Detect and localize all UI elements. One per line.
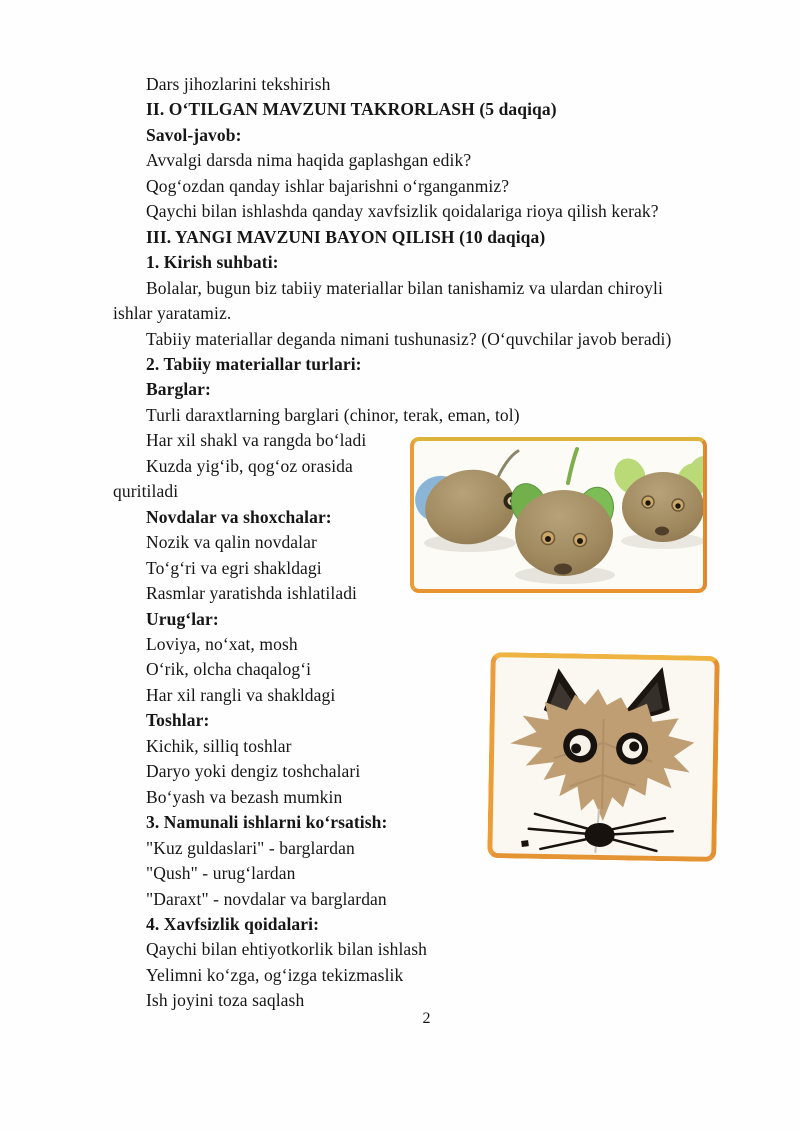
- text-line: Avvalgi darsda nima haqida gaplashgan edik?: [146, 150, 472, 171]
- text-line: Urug‘lar:: [146, 608, 219, 629]
- fox-illustration: [492, 657, 714, 857]
- text-line: 3. Namunali ishlarni ko‘rsatish:: [146, 812, 388, 833]
- text-line: Daryo yoki dengiz toshchalari: [146, 761, 361, 782]
- fox-craft-image: [487, 652, 720, 862]
- text-line: Bo‘yash va bezash mumkin: [146, 786, 343, 807]
- mice-craft-image: [410, 437, 707, 593]
- text-line: Barglar:: [146, 379, 211, 400]
- text-line: Dars jihozlarini tekshirish: [146, 74, 331, 94]
- text-line: Ish joyini toza saqlash: [146, 990, 305, 1011]
- text-line: quritiladi: [113, 481, 179, 502]
- text-line: 1. Kirish suhbati:: [146, 252, 279, 273]
- text-line: Har xil rangli va shakldagi: [146, 684, 336, 705]
- text-line: Tabiiy materiallar deganda nimani tushunasiz? (O‘quvchilar javob beradi): [146, 328, 672, 349]
- page-number: 2: [422, 1010, 431, 1027]
- text-line: Turli daraxtlarning barglari (chinor, terak, eman, tol): [146, 404, 520, 425]
- text-line: Yelimni ko‘zga, og‘izga tekizmaslik: [146, 964, 404, 985]
- text-line: Qog‘ozdan qanday ishlar bajarishni o‘rganganmiz?: [146, 175, 510, 196]
- text-line: To‘g‘ri va egri shakldagi: [146, 557, 322, 578]
- text-line: Toshlar:: [146, 710, 210, 731]
- text-line: "Qush" - urug‘lardan: [146, 863, 296, 884]
- text-line: O‘rik, olcha chaqalog‘i: [146, 659, 312, 680]
- text-line: Har xil shakl va rangda bo‘ladi: [146, 430, 367, 451]
- text-line: Rasmlar yaratishda ishlatiladi: [146, 583, 358, 604]
- text-line: III. YANGI MAVZUNI BAYON QILISH (10 daqiqa): [146, 226, 546, 247]
- text-line: Kuzda yig‘ib, qog‘oz orasida: [146, 455, 353, 476]
- text-line: Loviya, no‘xat, mosh: [146, 633, 298, 654]
- text-line: II. O‘TILGAN MAVZUNI TAKRORLASH (5 daqiqa): [146, 99, 557, 120]
- text-line: Savol-javob:: [146, 124, 242, 145]
- text-line: Qaychi bilan ehtiyotkorlik bilan ishlash: [146, 939, 428, 960]
- text-line: Qaychi bilan ishlashda qanday xavfsizlik qoidalariga rioya qilish kerak?: [146, 201, 659, 222]
- text-line: Novdalar va shoxchalar:: [146, 506, 332, 527]
- text-line: "Kuz guldaslari" - barglardan: [146, 837, 355, 858]
- text-line: Kichik, silliq toshlar: [146, 735, 292, 756]
- text-line: Nozik va qalin novdalar: [146, 532, 317, 553]
- text-line: 4. Xavfsizlik qoidalari:: [146, 913, 320, 934]
- text-line: ishlar yaratamiz.: [113, 303, 232, 324]
- text-line: 2. Tabiiy materiallar turlari:: [146, 353, 362, 374]
- mice-illustration: [414, 441, 703, 589]
- text-line: "Daraxt" - novdalar va barglardan: [146, 888, 387, 909]
- text-line: Bolalar, bugun biz tabiiy materiallar bilan tanishamiz va ulardan chiroyli: [146, 277, 663, 298]
